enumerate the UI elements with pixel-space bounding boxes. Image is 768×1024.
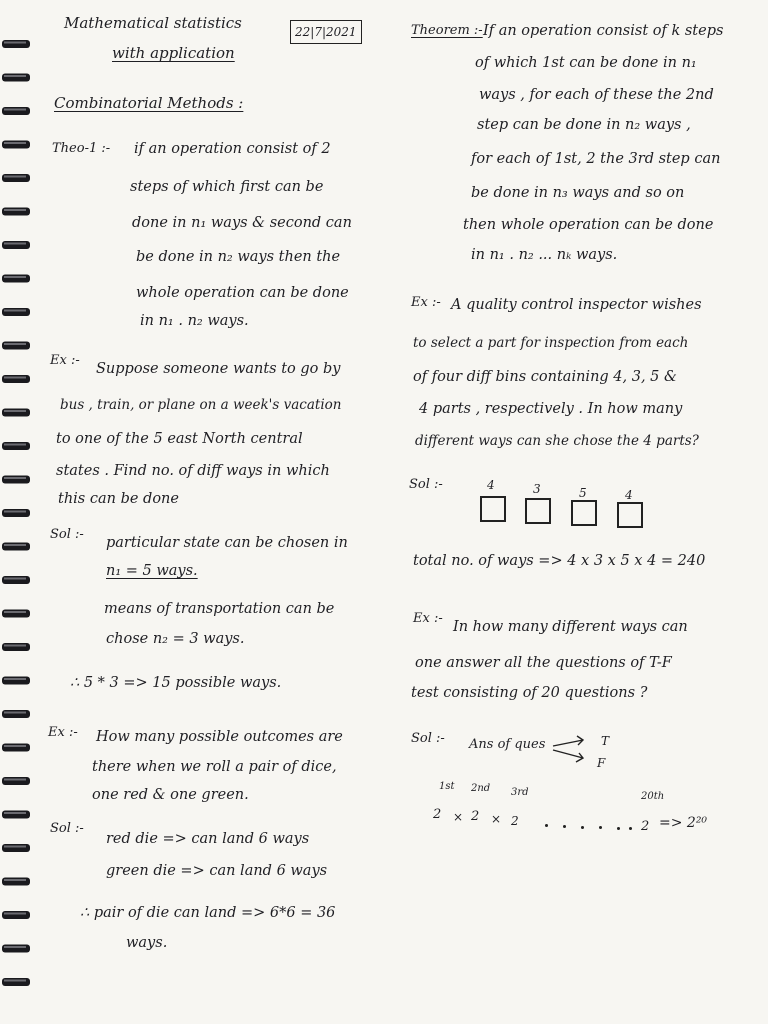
spiral-ring	[2, 643, 30, 651]
example-2-line: there when we roll a pair of dice,	[92, 759, 337, 775]
spiral-binding	[0, 0, 36, 1024]
bin-box	[525, 498, 551, 524]
solution-2-line: green die => can land 6 ways	[106, 863, 328, 879]
product-sign: ×	[491, 812, 502, 826]
ellipsis-dot	[629, 827, 632, 830]
spiral-ring	[2, 308, 30, 316]
spiral-ring	[2, 878, 30, 886]
spiral-ring	[2, 509, 30, 517]
spiral-ring-highlight	[4, 477, 26, 479]
solution-1-result: ∴ 5 * 3 => 15 possible ways.	[70, 675, 282, 691]
bin-box	[571, 500, 597, 526]
spiral-ring	[2, 141, 30, 149]
spiral-ring	[2, 844, 30, 852]
spiral-ring	[2, 476, 30, 484]
spiral-ring	[2, 677, 30, 685]
ellipsis-dot	[617, 827, 620, 830]
example-3-line: different ways can she chose the 4 parts?	[415, 433, 699, 449]
box-count: 3	[533, 482, 541, 496]
ordinal-label: 3rd	[511, 787, 529, 798]
bin-box	[480, 496, 506, 522]
example-1-line: states . Find no. of diff ways in which	[56, 463, 330, 479]
solution-4-label: Sol :-	[411, 731, 445, 746]
spiral-ring	[2, 442, 30, 450]
section-title: Combinatorial Methods :	[54, 94, 244, 112]
solution-2-line: ways.	[126, 935, 168, 951]
option-false: F	[597, 756, 606, 770]
spiral-ring	[2, 174, 30, 182]
example-4-line: test consisting of 20 questions ?	[411, 685, 648, 701]
example-3-line: A quality control inspector wishes	[451, 297, 702, 313]
spiral-ring	[2, 777, 30, 785]
spiral-ring-highlight	[4, 243, 26, 245]
option-true: T	[601, 734, 610, 748]
ordinal-label: 2nd	[471, 783, 491, 794]
spiral-ring-highlight	[4, 142, 26, 144]
spiral-ring-highlight	[4, 42, 26, 44]
example-2-label: Ex :-	[48, 725, 78, 740]
spiral-ring-highlight	[4, 511, 26, 513]
solution-1-line: particular state can be chosen in	[106, 535, 348, 551]
spiral-ring	[2, 610, 30, 618]
solution-1-label: Sol :-	[50, 527, 84, 542]
product-term: 2	[471, 809, 480, 824]
ellipsis-dot	[581, 826, 584, 829]
spiral-ring-highlight	[4, 745, 26, 747]
solution-1-line: means of transportation can be	[104, 601, 335, 617]
spiral-ring	[2, 74, 30, 82]
spiral-ring-highlight	[4, 946, 26, 948]
date-box: 22|7|2021	[290, 20, 362, 44]
ordinal-label: 1st	[439, 781, 455, 792]
box-count: 4	[487, 478, 495, 492]
theorem-2-line: If an operation consist of k steps	[483, 23, 724, 39]
example-4-label: Ex :-	[413, 611, 443, 626]
spiral-ring-highlight	[4, 377, 26, 379]
example-4-line: one answer all the questions of T-F	[415, 655, 672, 671]
solution-1-line: chose n₂ = 3 ways.	[106, 631, 245, 647]
example-2-line: one red & one green.	[92, 787, 249, 803]
theorem-2-label: Theorem :-	[411, 23, 483, 38]
example-3-line: of four diff bins containing 4, 3, 5 &	[413, 369, 677, 385]
theorem-2-line: ways , for each of these the 2nd	[479, 87, 714, 103]
example-4-line: In how many different ways can	[453, 619, 688, 635]
page-title: Mathematical statistics	[64, 14, 242, 32]
theorem-1-line: be done in n₂ ways then the	[136, 249, 341, 265]
solution-2-line: red die => can land 6 ways	[106, 831, 310, 847]
spiral-ring	[2, 978, 30, 986]
theorem-1-line: in n₁ . n₂ ways.	[140, 313, 249, 329]
example-1-line: to one of the 5 east North central	[56, 431, 303, 447]
theorem-2-line: of which 1st can be done in n₁	[475, 55, 697, 71]
page-subtitle: with application	[112, 44, 235, 62]
theorem-2-line: be done in n₃ ways and so on	[471, 185, 685, 201]
product-term: 2	[511, 814, 519, 828]
branch-arrows	[553, 734, 599, 768]
spiral-ring	[2, 710, 30, 718]
spiral-ring	[2, 342, 30, 350]
spiral-ring	[2, 409, 30, 417]
spiral-ring	[2, 744, 30, 752]
product-term: 2	[433, 807, 442, 822]
ordinal-label: 20th	[641, 791, 665, 802]
spiral-ring-highlight	[4, 879, 26, 881]
theorem-1-line: done in n₁ ways & second can	[132, 215, 352, 231]
solution-2-label: Sol :-	[50, 821, 84, 836]
spiral-ring-highlight	[4, 846, 26, 848]
spiral-ring-highlight	[4, 75, 26, 77]
theorem-1-line: whole operation can be done	[136, 285, 349, 301]
example-3-line: to select a part for inspection from each	[413, 335, 689, 351]
spiral-ring	[2, 375, 30, 383]
spiral-ring-highlight	[4, 913, 26, 915]
spiral-ring	[2, 107, 30, 115]
spiral-ring-highlight	[4, 645, 26, 647]
example-3-label: Ex :-	[411, 295, 441, 310]
spiral-ring	[2, 543, 30, 551]
spiral-ring-highlight	[4, 712, 26, 714]
solution-3-label: Sol :-	[409, 477, 443, 492]
ellipsis-dot	[563, 825, 566, 828]
spiral-ring	[2, 911, 30, 919]
example-2-line: How many possible outcomes are	[96, 729, 343, 745]
spiral-ring-highlight	[4, 444, 26, 446]
spiral-ring-highlight	[4, 578, 26, 580]
spiral-ring	[2, 275, 30, 283]
spiral-ring-highlight	[4, 544, 26, 546]
example-1-line: Suppose someone wants to go by	[96, 361, 341, 377]
spiral-ring-highlight	[4, 678, 26, 680]
solution-4-result: => 2²⁰	[659, 815, 708, 831]
spiral-ring	[2, 945, 30, 953]
theorem-1-line: steps of which first can be	[130, 179, 324, 195]
spiral-ring	[2, 208, 30, 216]
theorem-2-line: in n₁ . n₂ ... nₖ ways.	[471, 247, 618, 263]
theorem-1-label: Theo-1 :-	[52, 141, 111, 156]
spiral-ring-highlight	[4, 779, 26, 781]
spiral-ring	[2, 811, 30, 819]
solution-3-total: total no. of ways => 4 x 3 x 5 x 4 = 240	[413, 553, 706, 569]
ellipsis-dot	[545, 824, 548, 827]
solution-2-line: ∴ pair of die can land => 6*6 = 36	[80, 905, 336, 921]
spiral-ring-highlight	[4, 310, 26, 312]
spiral-ring	[2, 576, 30, 584]
spiral-ring-highlight	[4, 276, 26, 278]
box-count: 5	[579, 486, 587, 500]
theorem-2-line: then whole operation can be done	[463, 217, 714, 233]
example-1-line: bus , train, or plane on a week's vacation	[60, 397, 342, 413]
spiral-ring-highlight	[4, 812, 26, 814]
spiral-ring-highlight	[4, 343, 26, 345]
ellipsis-dot	[599, 826, 602, 829]
solution-1-line: n₁ = 5 ways.	[106, 563, 198, 579]
product-term: 2	[641, 819, 650, 834]
theorem-1-line: if an operation consist of 2	[134, 141, 331, 157]
spiral-ring-highlight	[4, 410, 26, 412]
spiral-ring-highlight	[4, 176, 26, 178]
example-3-line: 4 parts , respectively . In how many	[419, 401, 683, 417]
spiral-ring-highlight	[4, 109, 26, 111]
theorem-2-line: for each of 1st, 2 the 3rd step can	[471, 151, 721, 167]
product-sign: ×	[453, 810, 464, 824]
bin-box	[617, 502, 643, 528]
spiral-ring	[2, 241, 30, 249]
spiral-ring-highlight	[4, 611, 26, 613]
theorem-2-line: step can be done in n₂ ways ,	[477, 117, 691, 133]
box-count: 4	[625, 488, 633, 502]
example-1-line: this can be done	[58, 491, 179, 507]
spiral-ring	[2, 40, 30, 48]
spiral-ring-highlight	[4, 980, 26, 982]
spiral-ring-highlight	[4, 209, 26, 211]
example-1-label: Ex :-	[50, 353, 80, 368]
ans-of-ques: Ans of ques	[469, 737, 546, 752]
